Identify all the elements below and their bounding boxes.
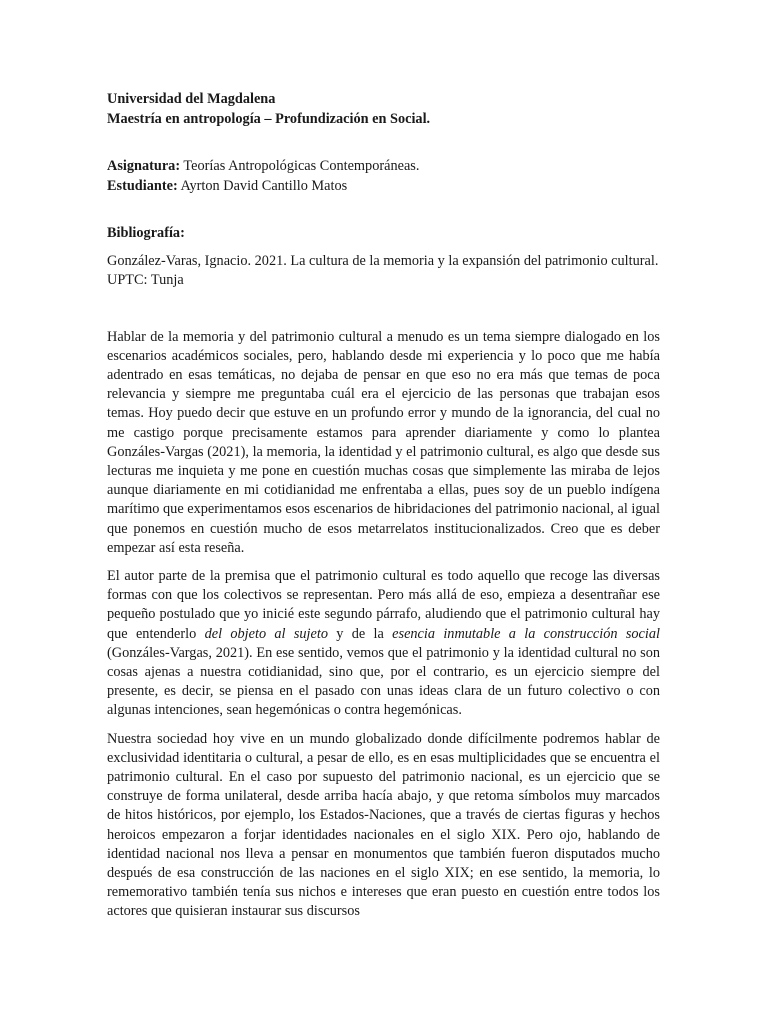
student-label: Estudiante:	[107, 177, 178, 194]
paragraph-2-text-b: y de la	[327, 625, 393, 642]
body-paragraph-1: Hablar de la memoria y del patrimonio cultural a menudo es un tema siempre dialogado en los escenarios académicos sociales, pero, hablando desde mi experiencia y lo poco que me había adentrado en esas temáticas, no dejaba de pensar en que eso no era más que temas de poca relevancia y siempre me preguntaba cuál era el ejercicio de las personas que trabajan esos temas. Hoy puedo decir que estuve en un profundo error y mundo de la ignorancia, del cual no me castigo porque precisamente estamos para aprender diariamente y como lo plantea Gonzáles-Vargas (2021), la memoria, la identidad y el patrimonio cultural, es algo que desde sus lecturas me inquieta y me pone en cuestión muchas cosas que simplemente las miraba de lejos aunque diariamente en mi cotidianidad me enfrentaba a ellas, pues soy de un pueblo indígena marítimo que experimentamos esos escenarios de hibridaciones del patrimonio nacional, al igual que ponemos en cuestión mucho de esos metarrelatos institucionalizados. Creo que es deber empezar así esta reseña.	[107, 328, 660, 556]
spacer	[107, 129, 660, 157]
paragraph-2-emphasis-2: esencia inmutable a la construcción social	[392, 625, 660, 642]
spacer	[107, 291, 660, 328]
student-line	[107, 177, 660, 197]
body-paragraph-3: Nuestra sociedad hoy vive en un mundo globalizado donde difícilmente podremos hablar de exclusividad identitaria o cultural, a pesar de ello, es en esas multiplicidades que se encuentra el patrimonio cultural. En el caso por supuesto del patrimonio nacional, es un ejercicio que se construye de forma unilateral, desde arriba hacía abajo, y que retoma símbolos muy marcados de hitos históricos, por ejemplo, los Estados-Naciones, que a través de ciertas figuras y hechos heroicos empezaron a forjar identidades nacionales en el siglo XIX. Pero ojo, hablando de identidad nacional nos lleva a pensar en monumentos que también fueron disputados mucho después de esa construcción de las naciones en el siglo XIX; en ese sentido, la memoria, lo rememorativo también tenía sus nichos e intereses que eran puesto en cuestión entre todos los actores que quisieran instaurar sus discursos	[107, 730, 660, 920]
document-page	[107, 90, 660, 931]
subject-value: Teorías Antropológicas Contemporáneas.	[183, 158, 420, 174]
paragraph-2-text-c: (Gonzáles-Vargas, 2021). En ese sentido, vemos que el patrimonio y la identidad cultural no son cosas ajenas a nuestra cotidianidad, sino que, por el contrario, es un ejercicio siempre del presente, es decir, se piensa en el pasado con unas ideas clara de un futuro colectivo o con algunas intenciones, sean hegemónicas o contra hegemónicas.	[107, 644, 660, 719]
subject-line	[107, 157, 660, 177]
subject-label: Asignatura:	[107, 158, 181, 174]
student-value: Ayrton David Cantillo Matos	[180, 177, 348, 194]
body-paragraph-2	[107, 567, 660, 721]
bibliography-citation: González-Varas, Ignacio. 2021. La cultura de la memoria y la expansión del patrimonio cultural. UPTC: Tunja	[107, 252, 659, 288]
paragraph-2-emphasis-1: del objeto al sujeto	[204, 625, 328, 642]
paragraph-2-text-a: El autor parte de la premisa que el patrimonio cultural es todo aquello que recoge las diversas formas con que los colectivos se representan. Pero más allá de eso, empieza a desentrañar ese pequeño postulado que yo inicié este segundo párrafo, aludiendo que el patrimonio cultural hay que entenderlo	[107, 567, 660, 642]
spacer	[107, 196, 660, 224]
university-name: Universidad del Magdalena	[107, 91, 276, 107]
bibliography-heading: Bibliografía:	[107, 225, 185, 241]
program-name: Maestría en antropología – Profundización en Social.	[107, 110, 431, 127]
